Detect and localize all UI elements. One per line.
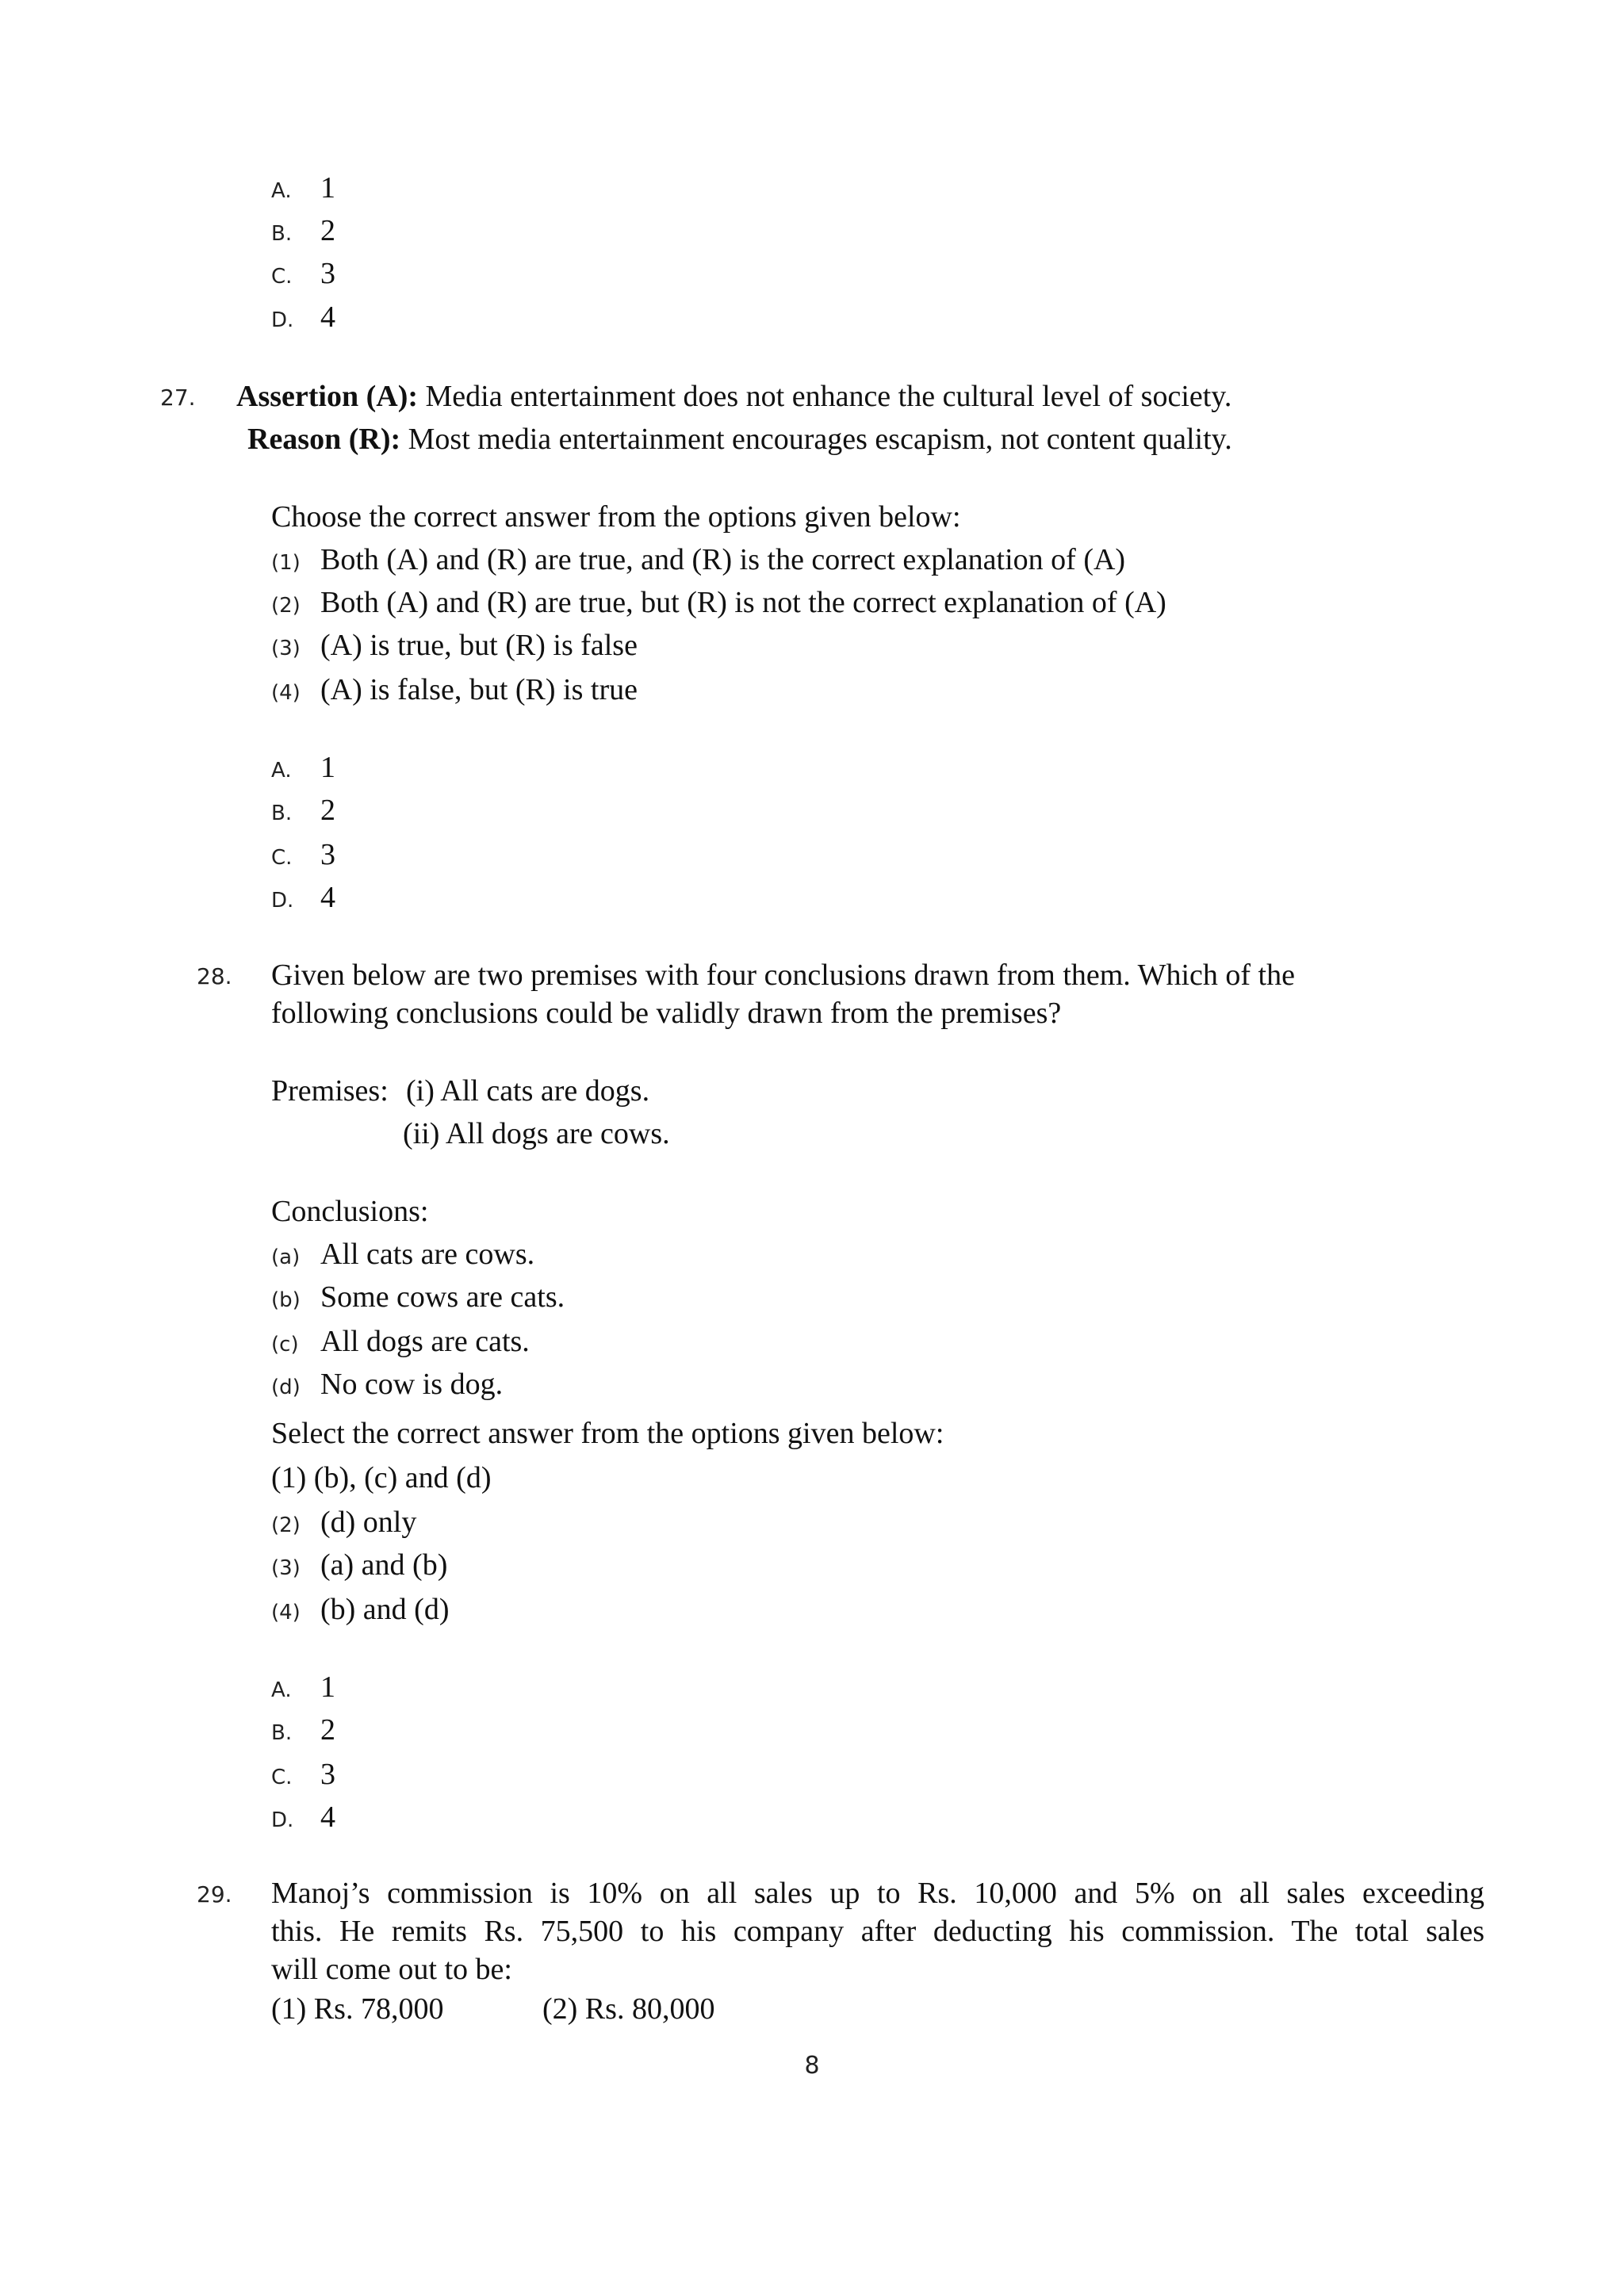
- statement-option: (1) Both (A) and (R) are true, and (R) is the correct explanation of (A): [271, 543, 1126, 576]
- question-stem: Manoj’s commission is 10% on all sales up to Rs. 10,000 and 5% on all sales exceeding: [271, 1877, 1484, 1910]
- question-stem: Given below are two premises with four conclusions drawn from them. Which of the: [271, 959, 1295, 992]
- question-stem: this. He remits Rs. 75,500 to his company after deducting his commission. The total sales: [271, 1915, 1484, 1948]
- reason-line: [247, 420, 1232, 458]
- statement-option: (2) Both (A) and (R) are true, but (R) is not the correct explanation of (A): [271, 586, 1166, 619]
- answer-choice: C. 3: [271, 1758, 335, 1791]
- answer-choice: B. 2: [271, 214, 335, 247]
- statement-option: (4) (b) and (d): [271, 1593, 450, 1626]
- statement-option: (1) (b), (c) and (d): [271, 1461, 492, 1494]
- question-number: 28.: [197, 963, 232, 989]
- conclusion-item: (a) All cats are cows.: [271, 1238, 535, 1271]
- conclusions-label: Conclusions:: [271, 1195, 429, 1228]
- statement-option: (2) (d) only: [271, 1506, 417, 1539]
- answer-choice: A. 1: [271, 751, 335, 784]
- premise: (ii) All dogs are cows.: [403, 1117, 670, 1150]
- answer-choice: D. 4: [271, 1800, 335, 1834]
- answer-choice: C. 3: [271, 838, 335, 871]
- answer-choice: B. 2: [271, 1713, 335, 1747]
- statement-option: (4) (A) is false, but (R) is true: [271, 673, 638, 706]
- answer-choice: C. 3: [271, 257, 335, 290]
- answer-choice: D. 4: [271, 881, 335, 914]
- assertion-text: Media entertainment does not enhance the cultural level of society.: [425, 380, 1232, 413]
- conclusion-item: (d) No cow is dog.: [271, 1368, 504, 1401]
- answer-choice: B. 2: [271, 794, 335, 827]
- statement-option: (2) Rs. 80,000: [542, 1992, 715, 2026]
- reason-label: Reason (R):: [247, 423, 401, 456]
- premise: (i) All cats are dogs.: [406, 1074, 650, 1108]
- reason-text: Most media entertainment encourages escapism, not content quality.: [408, 423, 1232, 456]
- page-number: 8: [804, 2052, 820, 2080]
- statement-option: (1) Rs. 78,000: [271, 1992, 444, 2026]
- assertion-line: [236, 377, 1231, 415]
- question-number: 29.: [197, 1881, 232, 1908]
- question-prompt: Choose the correct answer from the options given below:: [271, 500, 961, 534]
- statement-option: (3) (A) is true, but (R) is false: [271, 629, 638, 662]
- premises-label: Premises:: [271, 1074, 389, 1108]
- question-stem: following conclusions could be validly drawn from the premises?: [271, 997, 1062, 1030]
- assertion-label: Assertion (A):: [236, 380, 419, 413]
- conclusion-item: (c) All dogs are cats.: [271, 1325, 530, 1358]
- question-stem: will come out to be:: [271, 1953, 512, 1986]
- conclusion-item: (b) Some cows are cats.: [271, 1280, 565, 1314]
- statement-option: (3) (a) and (b): [271, 1548, 448, 1582]
- answer-choice: D. 4: [271, 300, 335, 334]
- answer-choice: A. 1: [271, 1670, 335, 1704]
- question-number: 27.: [160, 385, 196, 411]
- answer-choice: A. 1: [271, 171, 335, 205]
- question-prompt: Select the correct answer from the options given below:: [271, 1417, 944, 1450]
